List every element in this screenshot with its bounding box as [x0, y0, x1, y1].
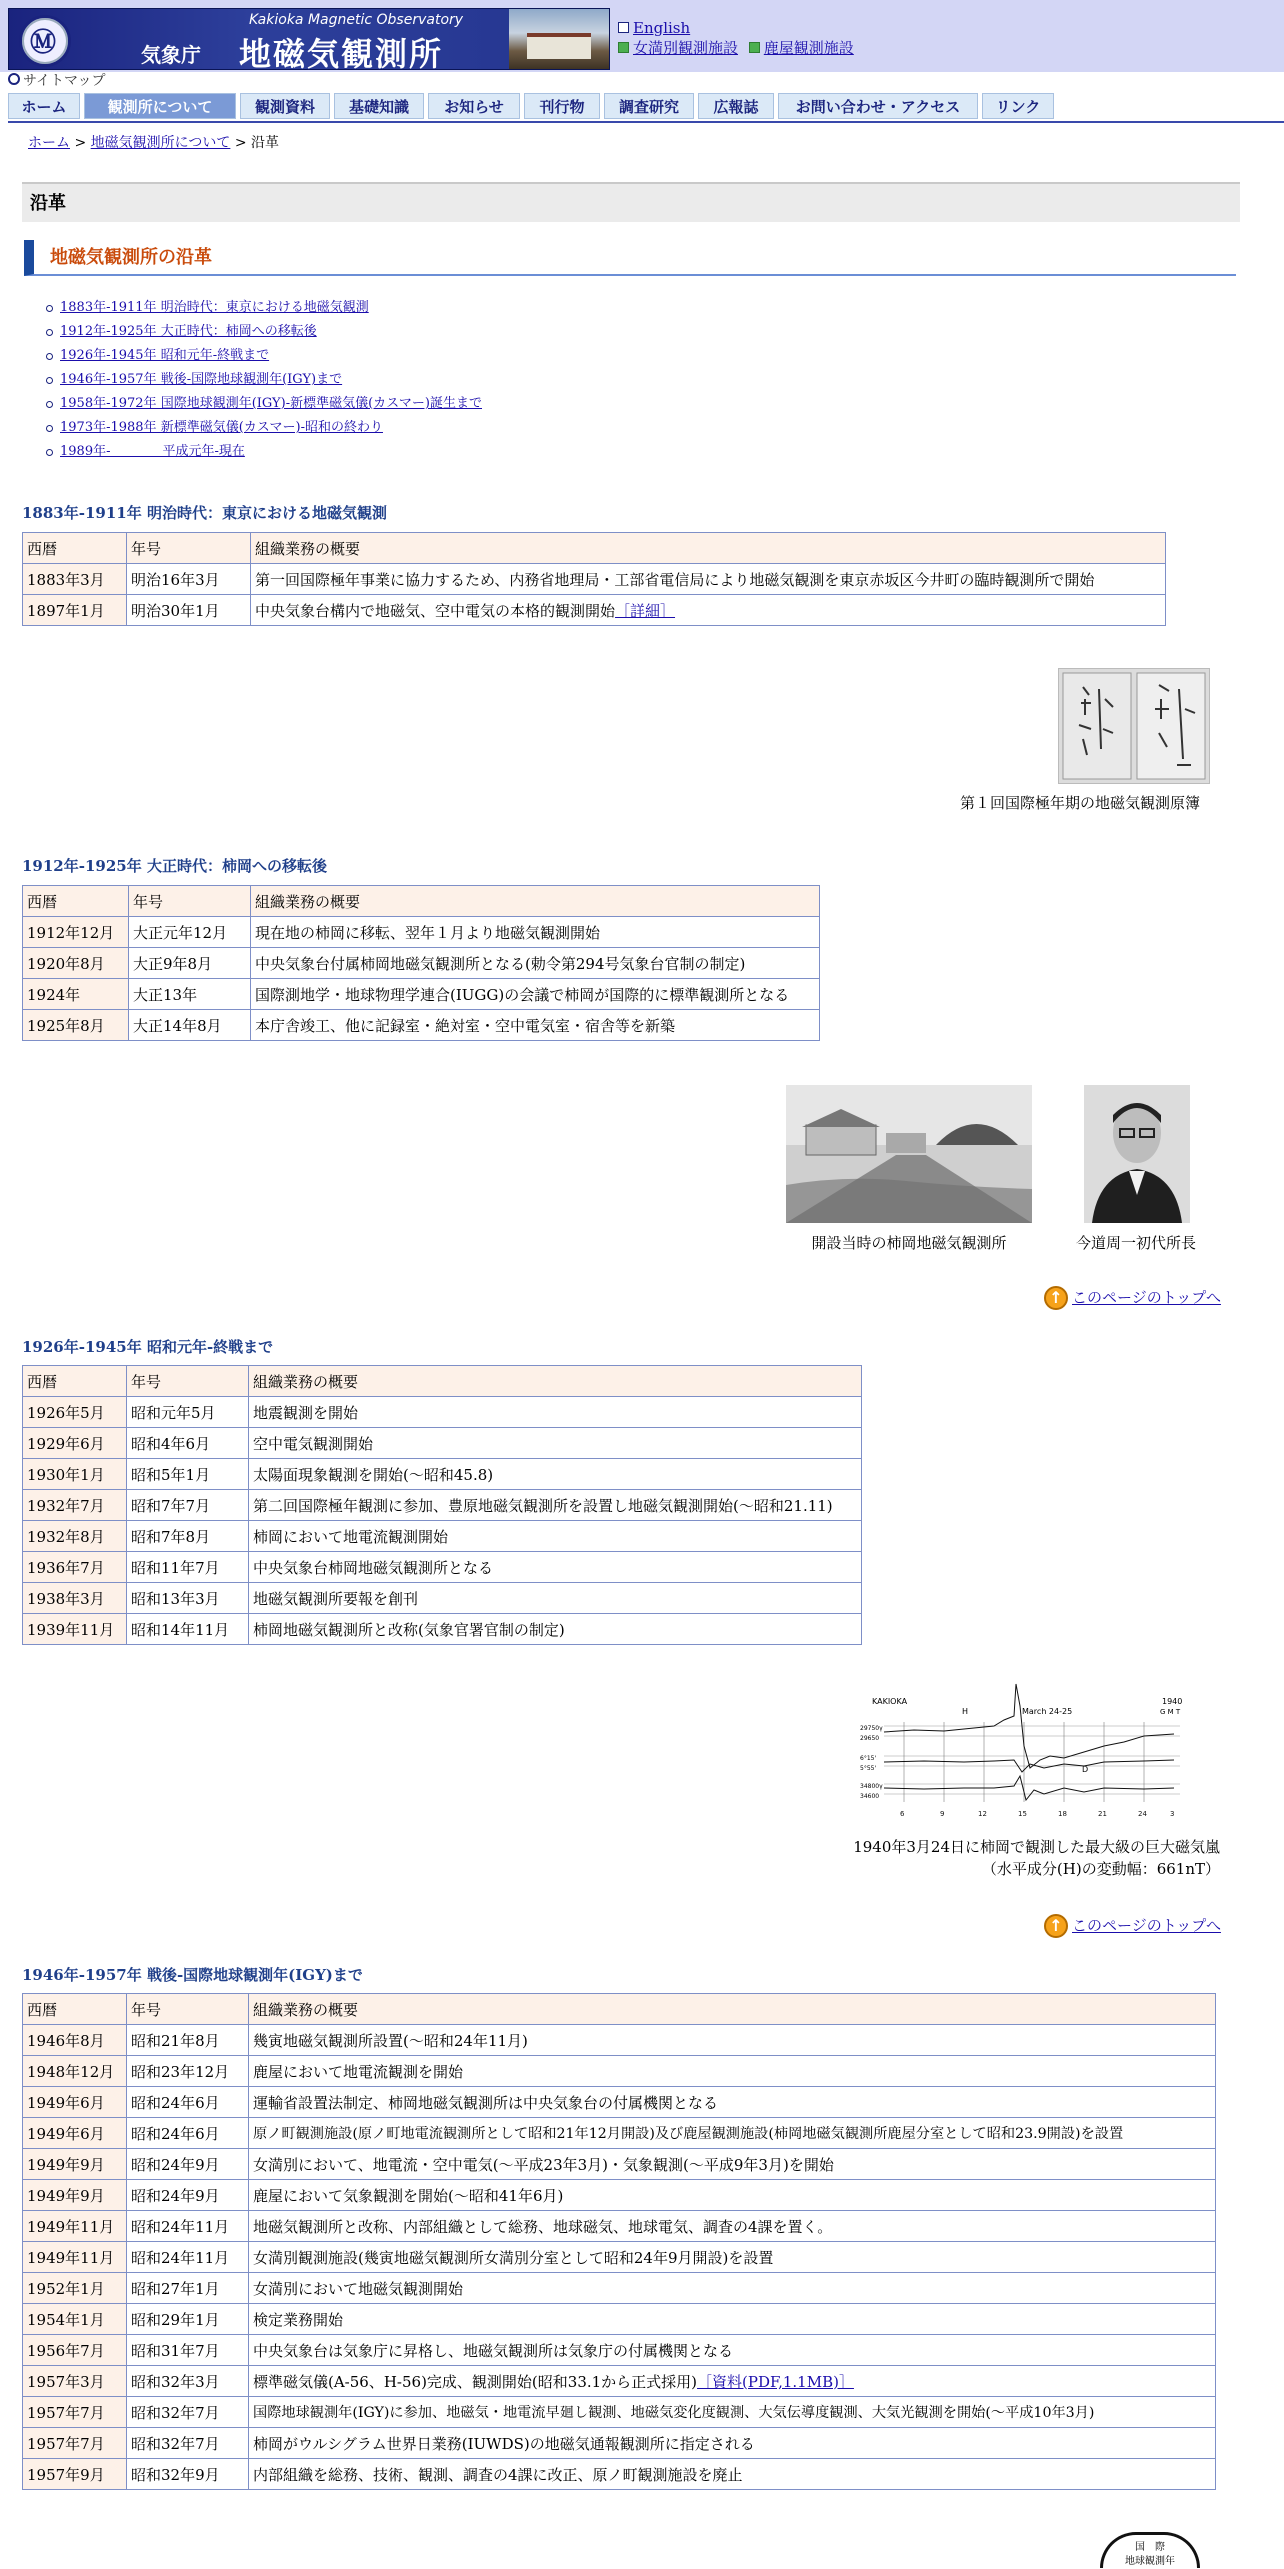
magnetogram-station: KAKIOKA [872, 1697, 908, 1706]
director-image [1084, 1085, 1190, 1223]
table-row [23, 2304, 1216, 2335]
cell-era: 昭和24年6月 [127, 2118, 249, 2149]
table-row [23, 948, 820, 979]
col-header-summary: 組織業務の概要 [251, 533, 1166, 564]
table-row [23, 2118, 1216, 2149]
cell-summary: 鹿屋において地電流観測を開始 [249, 2056, 1216, 2087]
cell-summary: 柿岡地磁気観測所と改称(気象官署官制の制定) [249, 1614, 862, 1645]
cell-summary: 原ノ町観測施設(原ノ町地電流観測所として昭和21年12月開設)及び鹿屋観測施設(柿岡地磁気観測所鹿屋分室として昭和23.9開設)を設置 [249, 2118, 1216, 2149]
register-image [1059, 669, 1209, 783]
table-row [23, 1459, 862, 1490]
cell-year: 1932年7月 [23, 1490, 127, 1521]
toc-item [44, 392, 482, 416]
breadcrumb-current: 沿革 [251, 135, 280, 151]
register-photo [1058, 668, 1210, 784]
cell-summary: 現在地の柿岡に移転、翌年１月より地磁気観測開始 [251, 917, 820, 948]
english-icon [618, 22, 629, 33]
sitemap[interactable] [8, 70, 105, 90]
table-row [23, 595, 1166, 626]
cell-year: 1926年5月 [23, 1397, 127, 1428]
cell-year: 1954年1月 [23, 2304, 127, 2335]
table-row [23, 2056, 1216, 2087]
cell-year: 1949年9月 [23, 2149, 127, 2180]
magnetogram-xlabel: 9 [940, 1810, 945, 1818]
table-row [23, 1521, 862, 1552]
cell-year: 1912年12月 [23, 917, 129, 948]
to-top-link-2[interactable] [1044, 1914, 1221, 1938]
to-top-text[interactable]: このページのトップへ [1072, 1288, 1221, 1307]
col-header-era: 年号 [127, 533, 251, 564]
table-row [23, 2242, 1216, 2273]
up-arrow-icon: ↑ [1044, 1286, 1068, 1310]
magnetogram-caption-line2: （水平成分(H)の変動幅：661nT） [981, 1860, 1220, 1878]
nav-news[interactable]: お知らせ [428, 93, 520, 119]
table-row [23, 2025, 1216, 2056]
cell-year: 1949年9月 [23, 2180, 127, 2211]
header-links [618, 18, 854, 58]
history-table-1883 [22, 532, 1166, 626]
cell-summary: 国際測地学・地球物理学連合(IUGG)の会議で柿岡が国際的に標準観測所となる [251, 979, 820, 1010]
cell-summary: 中央気象台柿岡地磁気観測所となる [249, 1552, 862, 1583]
english-link[interactable]: English [633, 19, 691, 37]
jma-logo-icon: Ⓜ [19, 15, 71, 67]
col-header-year: 西暦 [23, 1366, 127, 1397]
cell-year: 1883年3月 [23, 564, 127, 595]
memanbetsu-link[interactable]: 女満別観測施設 [633, 39, 739, 57]
cell-year: 1948年12月 [23, 2056, 127, 2087]
col-header-year: 西暦 [23, 886, 129, 917]
cell-era: 昭和24年11月 [127, 2242, 249, 2273]
table-row [23, 1490, 862, 1521]
breadcrumb-home[interactable]: ホーム [28, 135, 70, 151]
table-of-contents [44, 296, 482, 464]
cell-summary: 本庁舎竣工、他に記録室・絶対室・空中電気室・宿舎等を新築 [251, 1010, 820, 1041]
nav-links[interactable]: リンク [982, 93, 1054, 119]
cell-summary: 鹿屋において気象観測を開始(～昭和41年6月) [249, 2180, 1216, 2211]
cell-era: 大正9年8月 [129, 948, 251, 979]
cell-era: 昭和24年6月 [127, 2087, 249, 2118]
cell-era: 昭和32年3月 [127, 2366, 249, 2397]
magnetogram-figure [844, 1676, 1190, 1824]
toc-item [44, 296, 482, 320]
cell-summary: 女満別において地磁気観測開始 [249, 2273, 1216, 2304]
cell-summary: 第二回国際極年観測に参加、豊原地磁気観測所を設置し地磁気観測開始(～昭和21.11) [249, 1490, 862, 1521]
register-caption: 第１回国際極年期の地磁気観測原簿 [959, 794, 1200, 812]
table-row [23, 2149, 1216, 2180]
logo-subtitle: Kakioka Magnetic Observatory [249, 12, 464, 28]
cell-summary [251, 595, 1166, 626]
toc-link-1958[interactable]: 1958年-1972年 国際地球観測年(IGY)-新標準磁気儀(カスマー)誕生まで [60, 396, 482, 411]
cell-era: 昭和23年12月 [127, 2056, 249, 2087]
magnetogram-ylabel: 34600 [860, 1793, 880, 1800]
history-table-1912 [22, 885, 820, 1041]
cell-era: 明治30年1月 [127, 595, 251, 626]
cell-year: 1930年1月 [23, 1459, 127, 1490]
breadcrumb-about[interactable]: 地磁気観測所について [90, 135, 231, 151]
magnetogram-year: 1940 [1162, 1697, 1183, 1706]
cell-era: 大正13年 [129, 979, 251, 1010]
toc-link-1973[interactable]: 1973年-1988年 新標準磁気儀(カスマー)-昭和の終わり [60, 420, 383, 435]
cell-year: 1932年8月 [23, 1521, 127, 1552]
history-table-1926 [22, 1365, 862, 1645]
toc-item [44, 368, 482, 392]
cell-summary: 検定業務開始 [249, 2304, 1216, 2335]
magnetogram-ylabel: 29650 [860, 1735, 880, 1742]
logo-agency: 気象庁 [141, 43, 201, 67]
cell-era: 昭和7年7月 [127, 1490, 249, 1521]
table-row [23, 2459, 1216, 2490]
era-heading-1946: 1946年-1957年 戦後-国際地球観測年(IGY)まで [22, 1966, 363, 1984]
magnetogram-comp-d: D [1082, 1765, 1089, 1774]
cell-summary: 内部組織を総務、技術、観測、調査の4課に改正、原ノ町観測施設を廃止 [249, 2459, 1216, 2490]
toc-item [44, 344, 482, 368]
nav-data[interactable]: 観測資料 [240, 93, 330, 119]
cell-year: 1924年 [23, 979, 129, 1010]
cell-era: 昭和31年7月 [127, 2335, 249, 2366]
toc-link-1883[interactable]: 1883年-1911年 明治時代：東京における地磁気観測 [60, 300, 369, 315]
toc-link-1946[interactable]: 1946年-1957年 戦後-国際地球観測年(IGY)まで [60, 372, 343, 387]
toc-item [44, 440, 482, 464]
cell-year: 1929年6月 [23, 1428, 127, 1459]
cell-year: 1939年11月 [23, 1614, 127, 1645]
nav-home[interactable]: ホーム [8, 93, 80, 119]
table-row [23, 2366, 1216, 2397]
nav-research[interactable]: 調査研究 [604, 93, 694, 119]
magnetogram-caption-line1: 1940年3月24日に柿岡で観測した最大級の巨大磁気嵐 [853, 1838, 1220, 1856]
cell-year: 1957年3月 [23, 2366, 127, 2397]
cell-year: 1938年3月 [23, 1583, 127, 1614]
magnetogram-xlabel: 24 [1138, 1810, 1147, 1818]
cell-era: 昭和29年1月 [127, 2304, 249, 2335]
main-nav [8, 93, 1284, 123]
cell-summary: 地磁気観測所と改称、内部組織として総務、地球磁気、地球電気、調査の4課を置く。 [249, 2211, 1216, 2242]
cell-summary: 中央気象台は気象庁に昇格し、地磁気観測所は気象庁の付属機関となる [249, 2335, 1216, 2366]
nav-basics[interactable]: 基礎知識 [334, 93, 424, 119]
era-heading-1912: 1912年-1925年 大正時代：柿岡への移転後 [22, 857, 327, 875]
cell-year: 1946年8月 [23, 2025, 127, 2056]
col-header-summary: 組織業務の概要 [249, 1994, 1216, 2025]
cell-era: 昭和14年11月 [127, 1614, 249, 1645]
cell-summary: 中央気象台付属柿岡地磁気観測所となる(勅令第294号気象台官制の制定) [251, 948, 820, 979]
era-heading-1883: 1883年-1911年 明治時代：東京における地磁気観測 [22, 504, 387, 522]
cell-year: 1897年1月 [23, 595, 127, 626]
cell-era: 昭和5年1月 [127, 1459, 249, 1490]
cell-year: 1957年9月 [23, 2459, 127, 2490]
igy-seal-logo [1100, 2532, 1200, 2568]
cell-year: 1925年8月 [23, 1010, 129, 1041]
nav-contact[interactable]: お問い合わせ・アクセス [778, 93, 978, 119]
cell-era: 昭和24年9月 [127, 2149, 249, 2180]
cell-era: 昭和32年7月 [127, 2397, 249, 2428]
nav-pr[interactable]: 広報誌 [698, 93, 774, 119]
breadcrumb-sep: > [74, 135, 87, 151]
table-row [23, 1583, 862, 1614]
table-row [23, 1552, 862, 1583]
cell-year: 1949年6月 [23, 2118, 127, 2149]
to-top-link-1[interactable] [1044, 1286, 1221, 1310]
col-header-summary: 組織業務の概要 [249, 1366, 862, 1397]
section-title: 地磁気観測所の沿革 [24, 240, 1236, 276]
up-arrow-icon: ↑ [1044, 1914, 1068, 1938]
cell-era: 大正元年12月 [129, 917, 251, 948]
cell-era: 大正14年8月 [129, 1010, 251, 1041]
magnetogram-xlabel: 15 [1018, 1810, 1027, 1818]
table-row [23, 2335, 1216, 2366]
table-row [23, 564, 1166, 595]
magnetogram-ylabel: 34800γ [860, 1783, 883, 1790]
kanoya-link[interactable]: 鹿屋観測施設 [763, 39, 854, 57]
table-header-row [23, 1994, 1216, 2025]
site-logo[interactable] [8, 8, 610, 73]
cell-summary [249, 2366, 1216, 2397]
era-heading-1926: 1926年-1945年 昭和元年-終戦まで [22, 1338, 274, 1356]
cell-year: 1957年7月 [23, 2397, 127, 2428]
col-header-era: 年号 [127, 1994, 249, 2025]
table-row [23, 1010, 820, 1041]
building-photo [509, 9, 609, 69]
cell-summary: 女満別観測施設(幾寅地磁気観測所女満別分室として昭和24年9月開設)を設置 [249, 2242, 1216, 2273]
cell-era: 昭和24年9月 [127, 2180, 249, 2211]
magnetogram-date: March 24-25 [1022, 1707, 1073, 1716]
memanbetsu-icon [618, 42, 629, 53]
cell-era: 昭和4年6月 [127, 1428, 249, 1459]
table-row [23, 2273, 1216, 2304]
header-bar [0, 0, 1284, 72]
magnetogram-comp-h: H [962, 1707, 969, 1716]
magnetogram-caption [820, 1836, 1220, 1880]
table-row [23, 2180, 1216, 2211]
cell-summary: 幾寅地磁気観測所設置(～昭和24年11月) [249, 2025, 1216, 2056]
to-top-text[interactable]: このページのトップへ [1072, 1916, 1221, 1935]
col-header-year: 西暦 [23, 533, 127, 564]
toc-link-1989[interactable]: 1989年- 平成元年-現在 [60, 444, 245, 459]
cell-summary: 運輸省設置法制定、柿岡地磁気観測所は中央気象台の付属機関となる [249, 2087, 1216, 2118]
cell-summary: 地震観測を開始 [249, 1397, 862, 1428]
table-row [23, 2087, 1216, 2118]
magnetogram-xlabel: 21 [1098, 1810, 1107, 1818]
col-header-era: 年号 [127, 1366, 249, 1397]
table-header-row [23, 533, 1166, 564]
magnetogram-xlabel: 6 [900, 1810, 905, 1818]
table-row [23, 1428, 862, 1459]
table-row [23, 2211, 1216, 2242]
breadcrumb-sep: > [234, 135, 247, 151]
director-photo [1084, 1085, 1190, 1223]
col-header-year: 西暦 [23, 1994, 127, 2025]
station-photo [786, 1085, 1032, 1223]
magnetogram-xlabel: 3 [1170, 1810, 1175, 1818]
station-image [786, 1085, 1032, 1223]
cell-era: 昭和24年11月 [127, 2211, 249, 2242]
toc-link-1926[interactable]: 1926年-1945年 昭和元年-終戦まで [60, 348, 270, 363]
magnetogram-xlabel: 12 [978, 1810, 987, 1818]
detail-link[interactable]: ［詳細］ [615, 601, 676, 620]
station-caption: 開設当時の柿岡地磁気観測所 [811, 1234, 1007, 1252]
toc-link-1912[interactable]: 1912年-1925年 大正時代：柿岡への移転後 [60, 324, 317, 339]
nav-publications[interactable]: 刊行物 [524, 93, 600, 119]
cell-era: 昭和21年8月 [127, 2025, 249, 2056]
cell-era: 昭和元年5月 [127, 1397, 249, 1428]
cell-summary: 第一回国際極年事業に協力するため、内務省地理局・工部省電信局により地磁気観測を東京赤坂区今井町の臨時観測所で開始 [251, 564, 1166, 595]
sitemap-icon [8, 73, 20, 85]
magnetogram-image [844, 1676, 1190, 1824]
magnetogram-ylabel: 6°15' [860, 1755, 877, 1762]
table-header-row [23, 1366, 862, 1397]
table-row [23, 1614, 862, 1645]
magnetogram-xlabel: 18 [1058, 1810, 1067, 1818]
magnetogram-ylabel: 29750γ [860, 1725, 883, 1732]
table-row [23, 917, 820, 948]
cell-era: 昭和27年1月 [127, 2273, 249, 2304]
seal-line1: 国 際 [1135, 2542, 1165, 2553]
table-row [23, 1397, 862, 1428]
cell-year: 1949年6月 [23, 2087, 127, 2118]
history-table-1946 [22, 1993, 1216, 2490]
cell-year: 1952年1月 [23, 2273, 127, 2304]
cell-summary: 女満別において、地電流・空中電気(～平成23年3月)・気象観測(～平成9年3月)を開始 [249, 2149, 1216, 2180]
cell-era: 昭和11年7月 [127, 1552, 249, 1583]
sitemap-link[interactable]: サイトマップ [23, 73, 106, 89]
cell-era: 昭和7年8月 [127, 1521, 249, 1552]
pdf-link[interactable]: ［資料(PDF,1.1MB)］ [697, 2372, 854, 2391]
cell-summary: 地磁気観測所要報を創刊 [249, 1583, 862, 1614]
cell-summary-text: 標準磁気儀(A-56、H-56)完成、観測開始(昭和33.1から正式採用) [253, 2372, 698, 2391]
cell-era: 昭和32年9月 [127, 2459, 249, 2490]
cell-era: 昭和13年3月 [127, 1583, 249, 1614]
kanoya-icon [749, 42, 760, 53]
cell-summary: 柿岡がウルシグラム世界日業務(IUWDS)の地磁気通報観測所に指定される [249, 2428, 1216, 2459]
cell-summary: 空中電気観測開始 [249, 1428, 862, 1459]
cell-era: 昭和32年7月 [127, 2428, 249, 2459]
cell-year: 1957年7月 [23, 2428, 127, 2459]
cell-year: 1949年11月 [23, 2242, 127, 2273]
magnetogram-ylabel: 5°55' [860, 1765, 877, 1772]
director-caption: 今道周一初代所長 [1075, 1234, 1196, 1252]
cell-summary: 柿岡において地電流観測開始 [249, 1521, 862, 1552]
cell-year: 1949年11月 [23, 2211, 127, 2242]
cell-summary: 国際地球観測年(IGY)に参加、地磁気・地電流早廻し観測、地磁気変化度観測、大気伝導度観測、大気光観測を開始(～平成10年3月) [249, 2397, 1216, 2428]
logo-title: 地磁気観測所 [239, 35, 444, 73]
seal-line2: 地球観測年 [1125, 2556, 1175, 2567]
col-header-era: 年号 [129, 886, 251, 917]
table-row [23, 2428, 1216, 2459]
table-row [23, 979, 820, 1010]
toc-item [44, 416, 482, 440]
magnetogram-tz: G M T [1160, 1708, 1181, 1716]
cell-summary-text: 中央気象台構内で地磁気、空中電気の本格的観測開始 [255, 601, 616, 620]
col-header-summary: 組織業務の概要 [251, 886, 820, 917]
cell-year: 1936年7月 [23, 1552, 127, 1583]
cell-year: 1920年8月 [23, 948, 129, 979]
nav-about[interactable]: 観測所について [84, 93, 236, 119]
breadcrumb [28, 132, 279, 152]
toc-item [44, 320, 482, 344]
cell-era: 明治16年3月 [127, 564, 251, 595]
page-title: 沿革 [22, 182, 1240, 222]
table-row [23, 2397, 1216, 2428]
cell-year: 1956年7月 [23, 2335, 127, 2366]
table-header-row [23, 886, 820, 917]
cell-summary: 太陽面現象観測を開始(～昭和45.8) [249, 1459, 862, 1490]
